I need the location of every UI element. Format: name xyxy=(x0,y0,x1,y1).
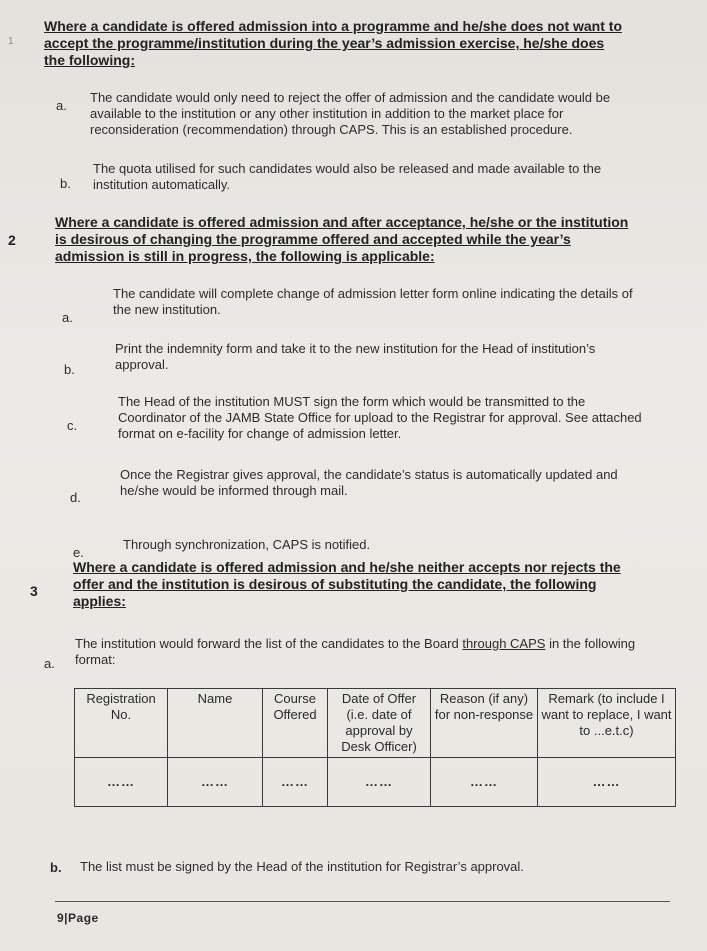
table-cell: …… xyxy=(168,758,263,807)
section2-item-d-letter: d. xyxy=(70,490,81,505)
table-header-cell: Name xyxy=(168,689,263,758)
section3-number: 3 xyxy=(30,583,38,599)
table-cell: …… xyxy=(75,758,168,807)
table-cell: …… xyxy=(431,758,538,807)
section2-number: 2 xyxy=(8,232,16,248)
section3-item-b-letter: b. xyxy=(50,860,62,875)
table-header-row xyxy=(75,689,676,758)
section1-item-a-letter: a. xyxy=(56,98,67,113)
section1-item-a-text: The candidate would only need to reject the offer of admission and the candidate would be available to the institution or any other institution in addition to the market place for reconsideration (recommendation) through CAPS. This is an established procedure. xyxy=(90,90,611,137)
margin-mark: 1 xyxy=(8,36,14,47)
section2-item-b-letter: b. xyxy=(64,362,75,377)
section2-item-e-text: Through synchronization, CAPS is notified. xyxy=(123,537,371,552)
table-header-cell: Course Offered xyxy=(263,689,328,758)
section2-heading: Where a candidate is offered admission and after acceptance, he/she or the institution is desirous of changing the programme offered and accepted while the year’s admission is still in progress, the following is applicable: xyxy=(55,214,629,264)
footer-divider xyxy=(55,901,670,902)
section3-heading: Where a candidate is offered admission and he/she neither accepts nor rejects the offer and the institution is desirous of substituting the candidate, the following applies: xyxy=(73,559,621,609)
table-row xyxy=(75,758,676,807)
table-cell: …… xyxy=(263,758,328,807)
section2-item-a-letter: a. xyxy=(62,310,73,325)
section1-item-b-text: The quota utilised for such candidates would also be released and made available to the institution automatically. xyxy=(93,161,602,192)
section2-item-a-text: The candidate will complete change of admission letter form online indicating the details of the new institution. xyxy=(113,286,633,317)
table-cell: …… xyxy=(328,758,431,807)
section2-item-d-text: Once the Registrar gives approval, the candidate’s status is automatically updated and he/she would be informed through mail. xyxy=(120,467,618,498)
table-header-cell: Registration No. xyxy=(75,689,168,758)
candidate-format-table xyxy=(74,688,676,807)
section2-item-c-letter: c. xyxy=(67,418,78,433)
section3-item-a-text-before: The institution would forward the list of the candidates to the Board xyxy=(75,636,463,651)
table-cell: …… xyxy=(538,758,676,807)
table-header-cell: Reason (if any) for non-response xyxy=(431,689,538,758)
section2-item-e-letter: e. xyxy=(73,545,84,560)
section3-item-a-text-underlined: through CAPS xyxy=(462,636,546,651)
table-header-cell: Date of Offer (i.e. date of approval by Desk Officer) xyxy=(328,689,431,758)
section3-item-b-text: The list must be signed by the Head of the institution for Registrar’s approval. xyxy=(80,859,524,874)
section3-item-a-text xyxy=(75,636,660,668)
section1-heading: Where a candidate is offered admission into a programme and he/she does not want to accept the programme/institution during the year’s admission exercise, he/she does the following: xyxy=(44,18,622,68)
section1-item-b-letter: b. xyxy=(60,176,71,191)
section2-item-b-text: Print the indemnity form and take it to the new institution for the Head of institution’s approval. xyxy=(115,341,596,372)
table-header-cell: Remark (to include I want to replace, I want to ...e.t.c) xyxy=(538,689,676,758)
section2-item-c-text: The Head of the institution MUST sign the form which would be transmitted to the Coordinator of the JAMB State Office for upload to the Registrar for approval. See attached format on e-facility for change of admission letter. xyxy=(118,394,642,441)
page-number: 9|Page xyxy=(57,911,99,925)
section3-item-a-text-after: in the following format: xyxy=(75,636,636,667)
section3-item-a-letter: a. xyxy=(44,656,55,671)
